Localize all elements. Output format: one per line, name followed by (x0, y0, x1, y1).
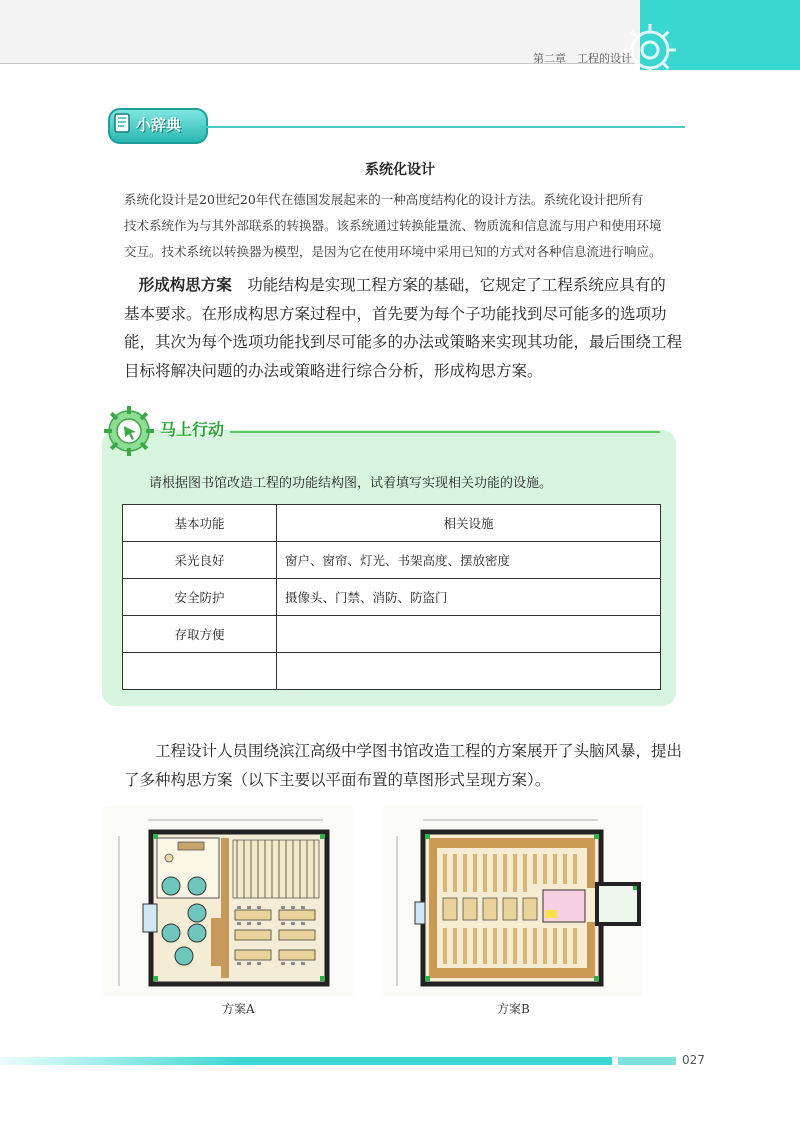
text-line: 目标将解决问题的办法或策略进行综合分析，形成构思方案。 (124, 361, 543, 380)
text-line: 了多种构思方案（以下主要以平面布置的草图形式呈现方案）。 (124, 770, 551, 789)
text-line: 工程设计人员围绕滨江高级中学图书馆改造工程的方案展开了头脑风暴，提出 (124, 742, 683, 760)
plan-b-figure (383, 806, 643, 996)
table-cell: 摄像头、门禁、消防、防盗门 (277, 579, 661, 616)
book-icon (113, 112, 133, 134)
dictionary-rule (200, 126, 685, 128)
table-row (123, 579, 661, 616)
function-table (122, 504, 661, 690)
keyword: 形成构思方案 (138, 276, 232, 294)
plan-a-figure (103, 806, 353, 996)
figure-caption-b: 方案B (497, 1002, 530, 1016)
table-cell (277, 653, 661, 690)
action-rule (230, 431, 660, 433)
brainstorm-paragraph (124, 737, 694, 794)
table-header: 相关设施 (277, 505, 661, 542)
table-cell: 窗户、窗帘、灯光、书架高度、摆放密度 (277, 542, 661, 579)
table-header: 基本功能 (123, 505, 277, 542)
action-prompt: 请根据图书馆改造工程的功能结构图，试着填写实现相关功能的设施。 (149, 476, 553, 491)
table-cell (277, 616, 661, 653)
table-cell: 存取方便 (123, 616, 277, 653)
figure-caption-a: 方案A (222, 1002, 255, 1016)
chapter-heading: 第二章 工程的设计 (533, 52, 632, 65)
table-row (123, 653, 661, 690)
dictionary-paragraph (124, 187, 694, 265)
text-line: 基本要求。在形成构思方案过程中，首先要为每个子功能找到尽可能多的选项功 (124, 304, 667, 323)
plan-b-drawing (383, 806, 643, 996)
page-number: 027 (682, 1053, 705, 1067)
text-line: 系统化设计是20世纪20年代在德国发展起来的一种高度结构化的设计方法。系统化设计把所有 (124, 192, 644, 207)
text-line: 能，其次为每个选项功能找到尽可能多的办法或策略来实现其功能，最后围绕工程 (124, 333, 683, 351)
text-line: 技术系统作为与其外部联系的转换器。该系统通过转换能量流、物质流和信息流与用户和使用环境 (124, 218, 662, 233)
text-line: 交互。技术系统以转换器为模型，是因为它在使用环境中采用已知的方式对各种信息流进行响应。 (124, 244, 662, 259)
text-span: 功能结构是实现工程方案的基础，它规定了工程系统应具有的 (231, 276, 666, 294)
table-row (123, 542, 661, 579)
footer-bar-segment (618, 1057, 676, 1065)
text-line (124, 271, 694, 300)
formation-paragraph (124, 271, 694, 385)
dictionary-label: 小辞典 (136, 116, 182, 134)
action-label: 马上行动 (160, 420, 225, 439)
table-row (123, 616, 661, 653)
table-cell (123, 653, 277, 690)
table-cell: 采光良好 (123, 542, 277, 579)
footer-bar (0, 1057, 612, 1065)
gear-pointer-icon (100, 402, 158, 460)
table-header-row (123, 505, 661, 542)
table-cell: 安全防护 (123, 579, 277, 616)
plan-a-drawing (103, 806, 353, 996)
section-title: 系统化设计 (365, 162, 435, 178)
